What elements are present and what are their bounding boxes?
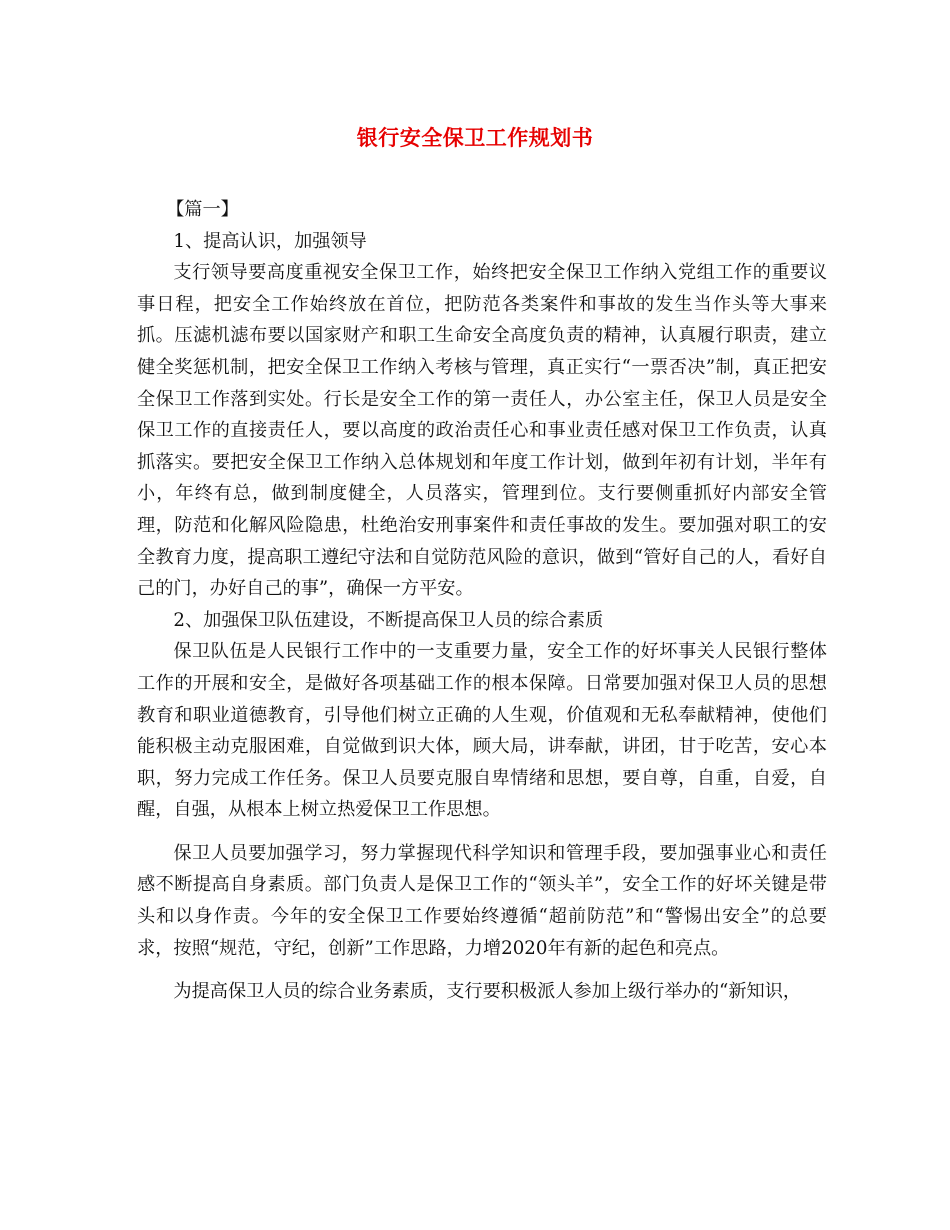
body-paragraph-4: 为提高保卫人员的综合业务素质，支行要积极派人参加上级行举办的“新知识， [173,981,802,1003]
section-heading-1: 1、提高认识，加强领导 [173,230,367,252]
body-paragraph-3: 保卫人员要加强学习，努力掌握现代科学知识和管理手段，要加强事业心和责任感不断提高自身素质。部门负责人是保卫工作的“领头羊”，安全工作的好坏关键是带头和以身作责。今年的安全保卫工作要始终遵循“超前防范”和“警惕出安全”的总要求，按照“规范，守纪，创新”工作思路，力增2020年有新的起色和亮点。 [137,842,827,959]
document-body [137,194,827,1008]
body-paragraph-1: 支行领导要高度重视安全保卫工作，始终把安全保卫工作纳入党组工作的重要议事日程，把安全工作始终放在首位，把防范各类案件和事故的发生当作头等大事来抓。压滤机滤布要以国家财产和职工生命安全高度负责的精神，认真履行职责，建立健全奖惩机制，把安全保卫工作纳入考核与管理，真正实行“一票否决”制，真正把安全保卫工作落到实处。行长是安全工作的第一责任人，办公室主任，保卫人员是安全保卫工作的直接责任人，要以高度的政治责任心和事业责任感对保卫工作负责，认真抓落实。要把安全保卫工作纳入总体规划和年度工作计划，做到年初有计划，半年有小，年终有总，做到制度健全，人员落实，管理到位。支行要侧重抓好内部安全管理，防范和化解风险隐患，杜绝治安刑事案件和责任事故的发生。要加强对职工的安全教育力度，提高职工遵纪守法和自觉防范风险的意识，做到“管好自己的人，看好自己的门，办好自己的事”，确保一方平安。 [137,262,827,600]
section-marker: 【篇一】 [166,199,239,220]
section-heading-2: 2、加强保卫队伍建设，不断提高保卫人员的综合素质 [173,609,604,631]
body-paragraph-2: 保卫队伍是人民银行工作中的一支重要力量，安全工作的好坏事关人民银行整体工作的开展和安全，是做好各项基础工作的根本保障。日常要加强对保卫人员的思想教育和职业道德教育，引导他们树立正确的人生观，价值观和无私奉献精神，使他们能积极主动克服困难，自觉做到识大体，顾大局，讲奉献，讲团，甘于吃苦，安心本职，努力完成工作任务。保卫人员要克服自卑情绪和思想，要自尊，自重，自爱，自醒，自强，从根本上树立热爱保卫工作思想。 [137,641,827,821]
document-title: 银行安全保卫工作规划书 [356,125,594,150]
